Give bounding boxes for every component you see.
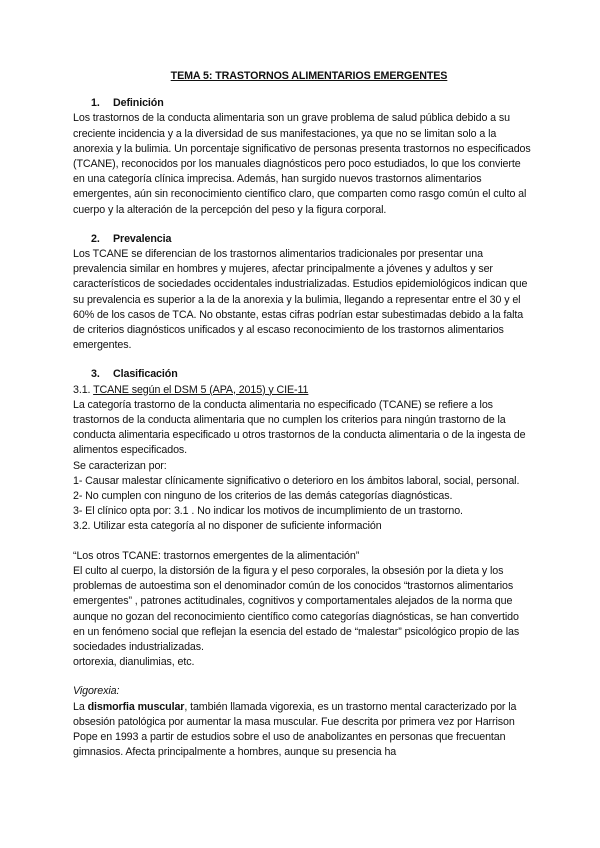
paragraph-definicion: Los trastornos de la conducta alimentaria son un grave problema de salud pública debido a su creciente incidencia y a la diversidad de sus manifestaciones, ya que no se limitan solo a la anorexia y la bulimia. Un porcentaje significativo de personas presenta trastornos no especificados (TCANE), reconocidos por los manuales diagnósticos pero poco estudiados, lo que los convierte en una categoría clínica imprecisa. Además, han surgido nuevos trastornos alimentarios emergentes, aún sin reconocimiento científico claro, que comparten como rasgo común el culto al cuerpo y la alteración de la percepción del peso y la figura corporal.	[73, 112, 531, 216]
section-heading-clasificacion	[91, 367, 533, 382]
paragraph-prevalencia: Los TCANE se diferencian de los trastornos alimentarios tradicionales por presentar una prevalencia similar en hombres y mujeres, afectar principalmente a jóvenes y adultos y ser característicos de sociedades occidentales industrializadas. Estudios epidemiológicos indican que su prevalencia es superior a la de la anorexia y la bulimia, llegando a representar entre el 30 y el 60% de los casos de TCA. No obstante, estas cifras podrían estar subestimadas debido a la falta de criterios diagnósticos unificados y al escaso reconocimiento de los trastornos alimentarios emergentes.	[73, 248, 528, 352]
paragraph-tcane: La categoría trastorno de la conducta alimentaria no especificado (TCANE) se refiere a los trastornos de la conducta alimentaria que no cumplen los criterios para ningún trastorno de la conducta alimentaria especificado u otros trastornos de la conducta alimentaria o de la ingesta de alimentos especificados.	[73, 398, 526, 457]
subsection-number: 3.1.	[73, 383, 94, 396]
section-number: 1.	[91, 97, 100, 110]
list-item: 2- No cumplen con ninguno de los criterios de las demás categorías diagnósticas.	[73, 490, 453, 503]
section-number: 2.	[91, 232, 100, 245]
paragraph-examples: ortorexia, dianulimias, etc.	[73, 656, 195, 669]
document-title: TEMA 5: TRASTORNOS ALIMENTARIOS EMERGENTES	[170, 70, 448, 82]
section-heading-definicion	[91, 96, 533, 111]
section-title: Prevalencia	[113, 232, 172, 245]
paragraph-otros-tcane: El culto al cuerpo, la distorsión de la figura y el peso corporales, la obsesión por la dieta y los problemas de autoestima son el denominador común de los conocidos “trastornos alimentarios emergentes” , patrones actitudinales, cognitivos y comportamentales alejados de la norma que aunque no gozan del reconocimiento científico como categorías diagnósticas, se han convertido en un fenómeno social que reflejan la esencia del estado de “malestar” psicológico propio de las sociedades industrializadas.	[73, 564, 520, 653]
vigorexia-body: , también llamada vigorexia, es un trastorno mental caracterizado por la obsesión patológica por aumentar la masa muscular. Fue descrita por primera vez por Harrison Pope en 1993 a partir de estudios sobre el uso de anabolizantes en personas que frecuentan gimnasios. Afecta principalmente a hombres, aunque su presencia ha	[73, 700, 517, 759]
vigorexia-term: dismorfia muscular	[87, 700, 185, 713]
vigorexia-pre: La	[73, 700, 88, 713]
vigorexia-label: Vigorexia:	[73, 685, 120, 698]
subsection-heading-tcane	[73, 383, 533, 398]
paragraph-vigorexia	[73, 700, 533, 761]
list-item: 3- El clínico opta por: 3.1 . No indicar los motivos de incumplimiento de un trastorno.	[73, 505, 463, 518]
section-heading-prevalencia	[91, 232, 533, 247]
list-item: 1- Causar malestar clínicamente significativo o deterioro en los ámbitos laboral, social, personal.	[73, 474, 520, 487]
subsection-title: TCANE según el DSM 5 (APA, 2015) y CIE-11	[93, 383, 309, 396]
section-number: 3.	[91, 368, 100, 381]
paragraph-lead: Se caracterizan por:	[73, 459, 167, 472]
section-title: Definición	[113, 97, 164, 110]
section-title: Clasificación	[113, 368, 178, 381]
list-item: 3.2. Utilizar esta categoría al no disponer de suficiente información	[73, 520, 382, 533]
quote-title: “Los otros TCANE: trastornos emergentes de la alimentación”	[73, 549, 360, 562]
document-content	[73, 69, 533, 760]
